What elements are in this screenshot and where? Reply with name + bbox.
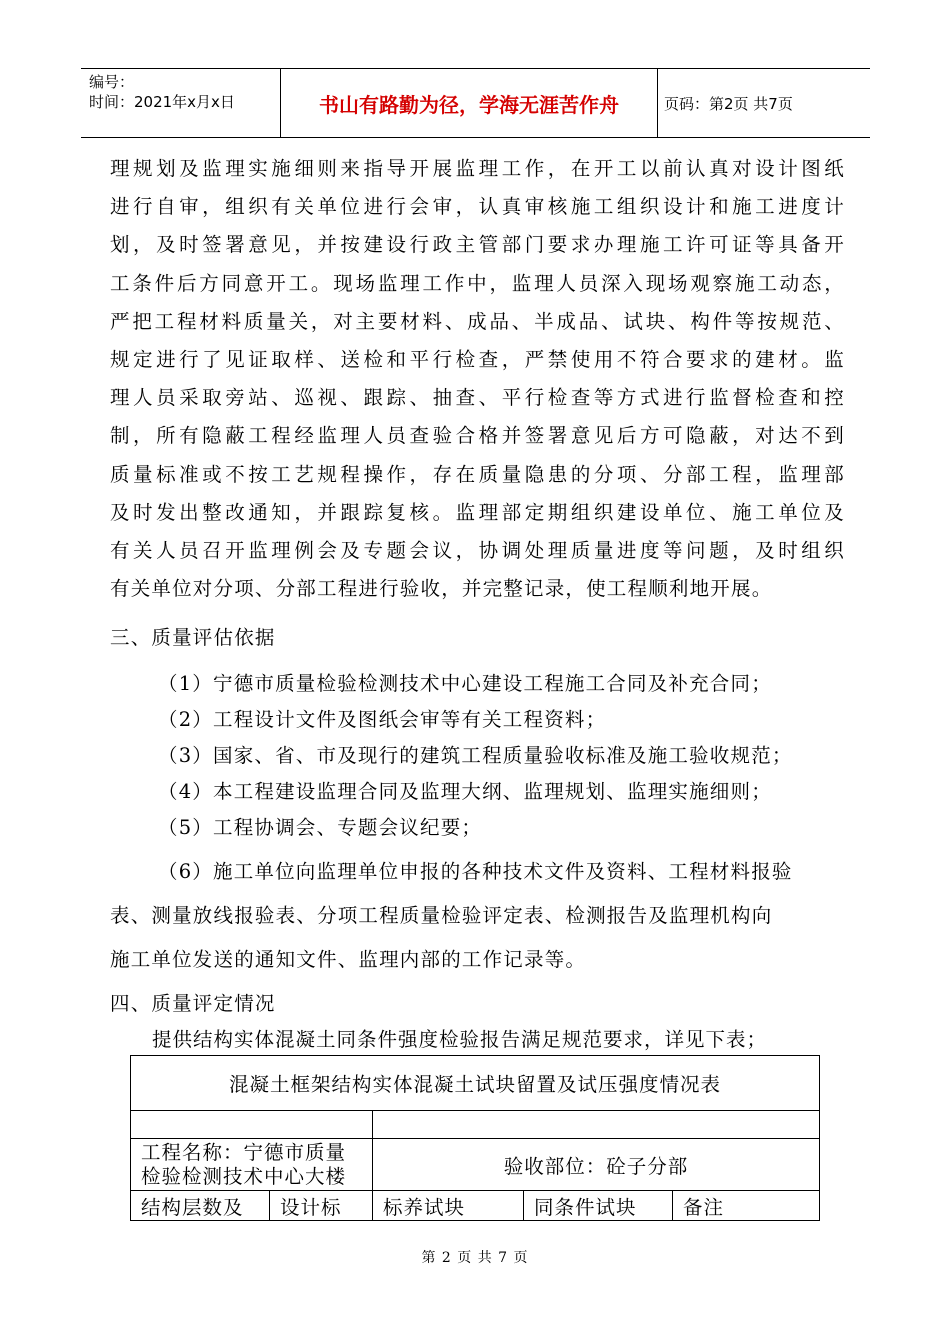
concrete-test-table xyxy=(130,1055,820,1221)
paragraph-1-line: 及时发出整改通知，并跟踪复核。监理部定期组织建设单位、施工单位及 xyxy=(110,500,845,524)
header-page-info: 页码：第2页 共7页 xyxy=(664,94,793,113)
paragraph-1-line: 严把工程材料质量关，对主要材料、成品、半成品、试块、构件等按规范、 xyxy=(110,309,845,333)
paragraph-1-line: 进行自审，组织有关单位进行会审，认真审核施工组织设计和施工进度计 xyxy=(110,195,845,219)
paragraph-1-line: 工条件后方同意开工。现场监理工作中，监理人员深入现场观察施工动态， xyxy=(110,271,845,295)
basis-item-3: （3）国家、省、市及现行的建筑工程质量验收标准及施工验收规范； xyxy=(158,744,793,767)
table-acceptance-part: 验收部位：砼子分部 xyxy=(373,1139,820,1191)
page-footer: 第 2 页 共 7 页 xyxy=(421,1250,529,1266)
section-4-intro: 提供结构实体混凝土同条件强度检验报告满足规范要求，详见下表； xyxy=(152,1028,768,1051)
paragraph-1-line: 有关人员召开监理例会及专题会议，协调处理质量进度等问题，及时组织 xyxy=(110,539,845,563)
table-col-remarks: 备注 xyxy=(673,1191,820,1221)
table-title: 混凝土框架结构实体混凝土试块留置及试压强度情况表 xyxy=(131,1056,820,1111)
paragraph-1-line: 制，所有隐蔽工程经监理人员查验合格并签署意见后方可隐蔽，对达不到 xyxy=(110,424,845,448)
basis-item-4: （4）本工程建设监理合同及监理大纲、监理规划、监理实施细则； xyxy=(158,780,772,803)
paragraph-1-line: 规定进行了见证取样、送检和平行检查，严禁使用不符合要求的建材。监 xyxy=(110,348,845,372)
basis-item-5: （5）工程协调会、专题会议纪要； xyxy=(158,816,483,839)
section-3-heading: 三、质量评估依据 xyxy=(110,626,276,649)
basis-item-6-line-3: 施工单位发送的通知文件、监理内部的工作记录等。 xyxy=(110,948,587,971)
date-label: 时间：2021年x月x日 xyxy=(89,93,235,111)
paragraph-1-line: 划，及时签署意见，并按建设行政主管部门要求办理施工许可证等具备开 xyxy=(110,233,845,257)
basis-item-1: （1）宁德市质量检验检测技术中心建设工程施工合同及补充合同； xyxy=(158,672,772,695)
paragraph-1-line: 有关单位对分项、分部工程进行验收，并完整记录，使工程顺利地开展。 xyxy=(110,577,773,601)
paragraph-1-line: 理规划及监理实施细则来指导开展监理工作，在开工以前认真对设计图纸 xyxy=(110,157,845,180)
paragraph-1 xyxy=(110,150,845,608)
page-header xyxy=(81,68,870,138)
section-4-heading: 四、质量评定情况 xyxy=(110,992,276,1015)
paragraph-1-line: 理人员采取旁站、巡视、跟踪、抽查、平行检查等方式进行监督检查和控 xyxy=(110,386,845,410)
table-empty-right xyxy=(373,1111,820,1139)
basis-item-2: （2）工程设计文件及图纸会审等有关工程资料； xyxy=(158,708,607,731)
table-project-name: 工程名称：宁德市质量检验检测技术中心大楼 xyxy=(131,1139,373,1191)
basis-item-6-line-2: 表、测量放线报验表、分项工程质量检验评定表、检测报告及监理机构向 xyxy=(110,904,773,927)
table-empty-left xyxy=(131,1111,373,1139)
header-meta xyxy=(81,69,281,137)
table-col-design-grade: 设计标 xyxy=(270,1191,373,1221)
table-col-same-condition: 同条件试块 xyxy=(524,1191,673,1221)
table-col-structure-level: 结构层数及 xyxy=(131,1191,270,1221)
header-motto: 书山有路勤为径，学海无涯苦作舟 xyxy=(281,69,658,137)
paragraph-1-line: 质量标准或不按工艺规程操作，存在质量隐患的分项、分部工程，监理部 xyxy=(110,462,845,486)
number-label: 编号： xyxy=(89,73,135,91)
table-col-standard-cured: 标养试块 xyxy=(373,1191,524,1221)
basis-item-6-line-1: （6）施工单位向监理单位申报的各种技术文件及资料、工程材料报验 xyxy=(158,860,793,883)
